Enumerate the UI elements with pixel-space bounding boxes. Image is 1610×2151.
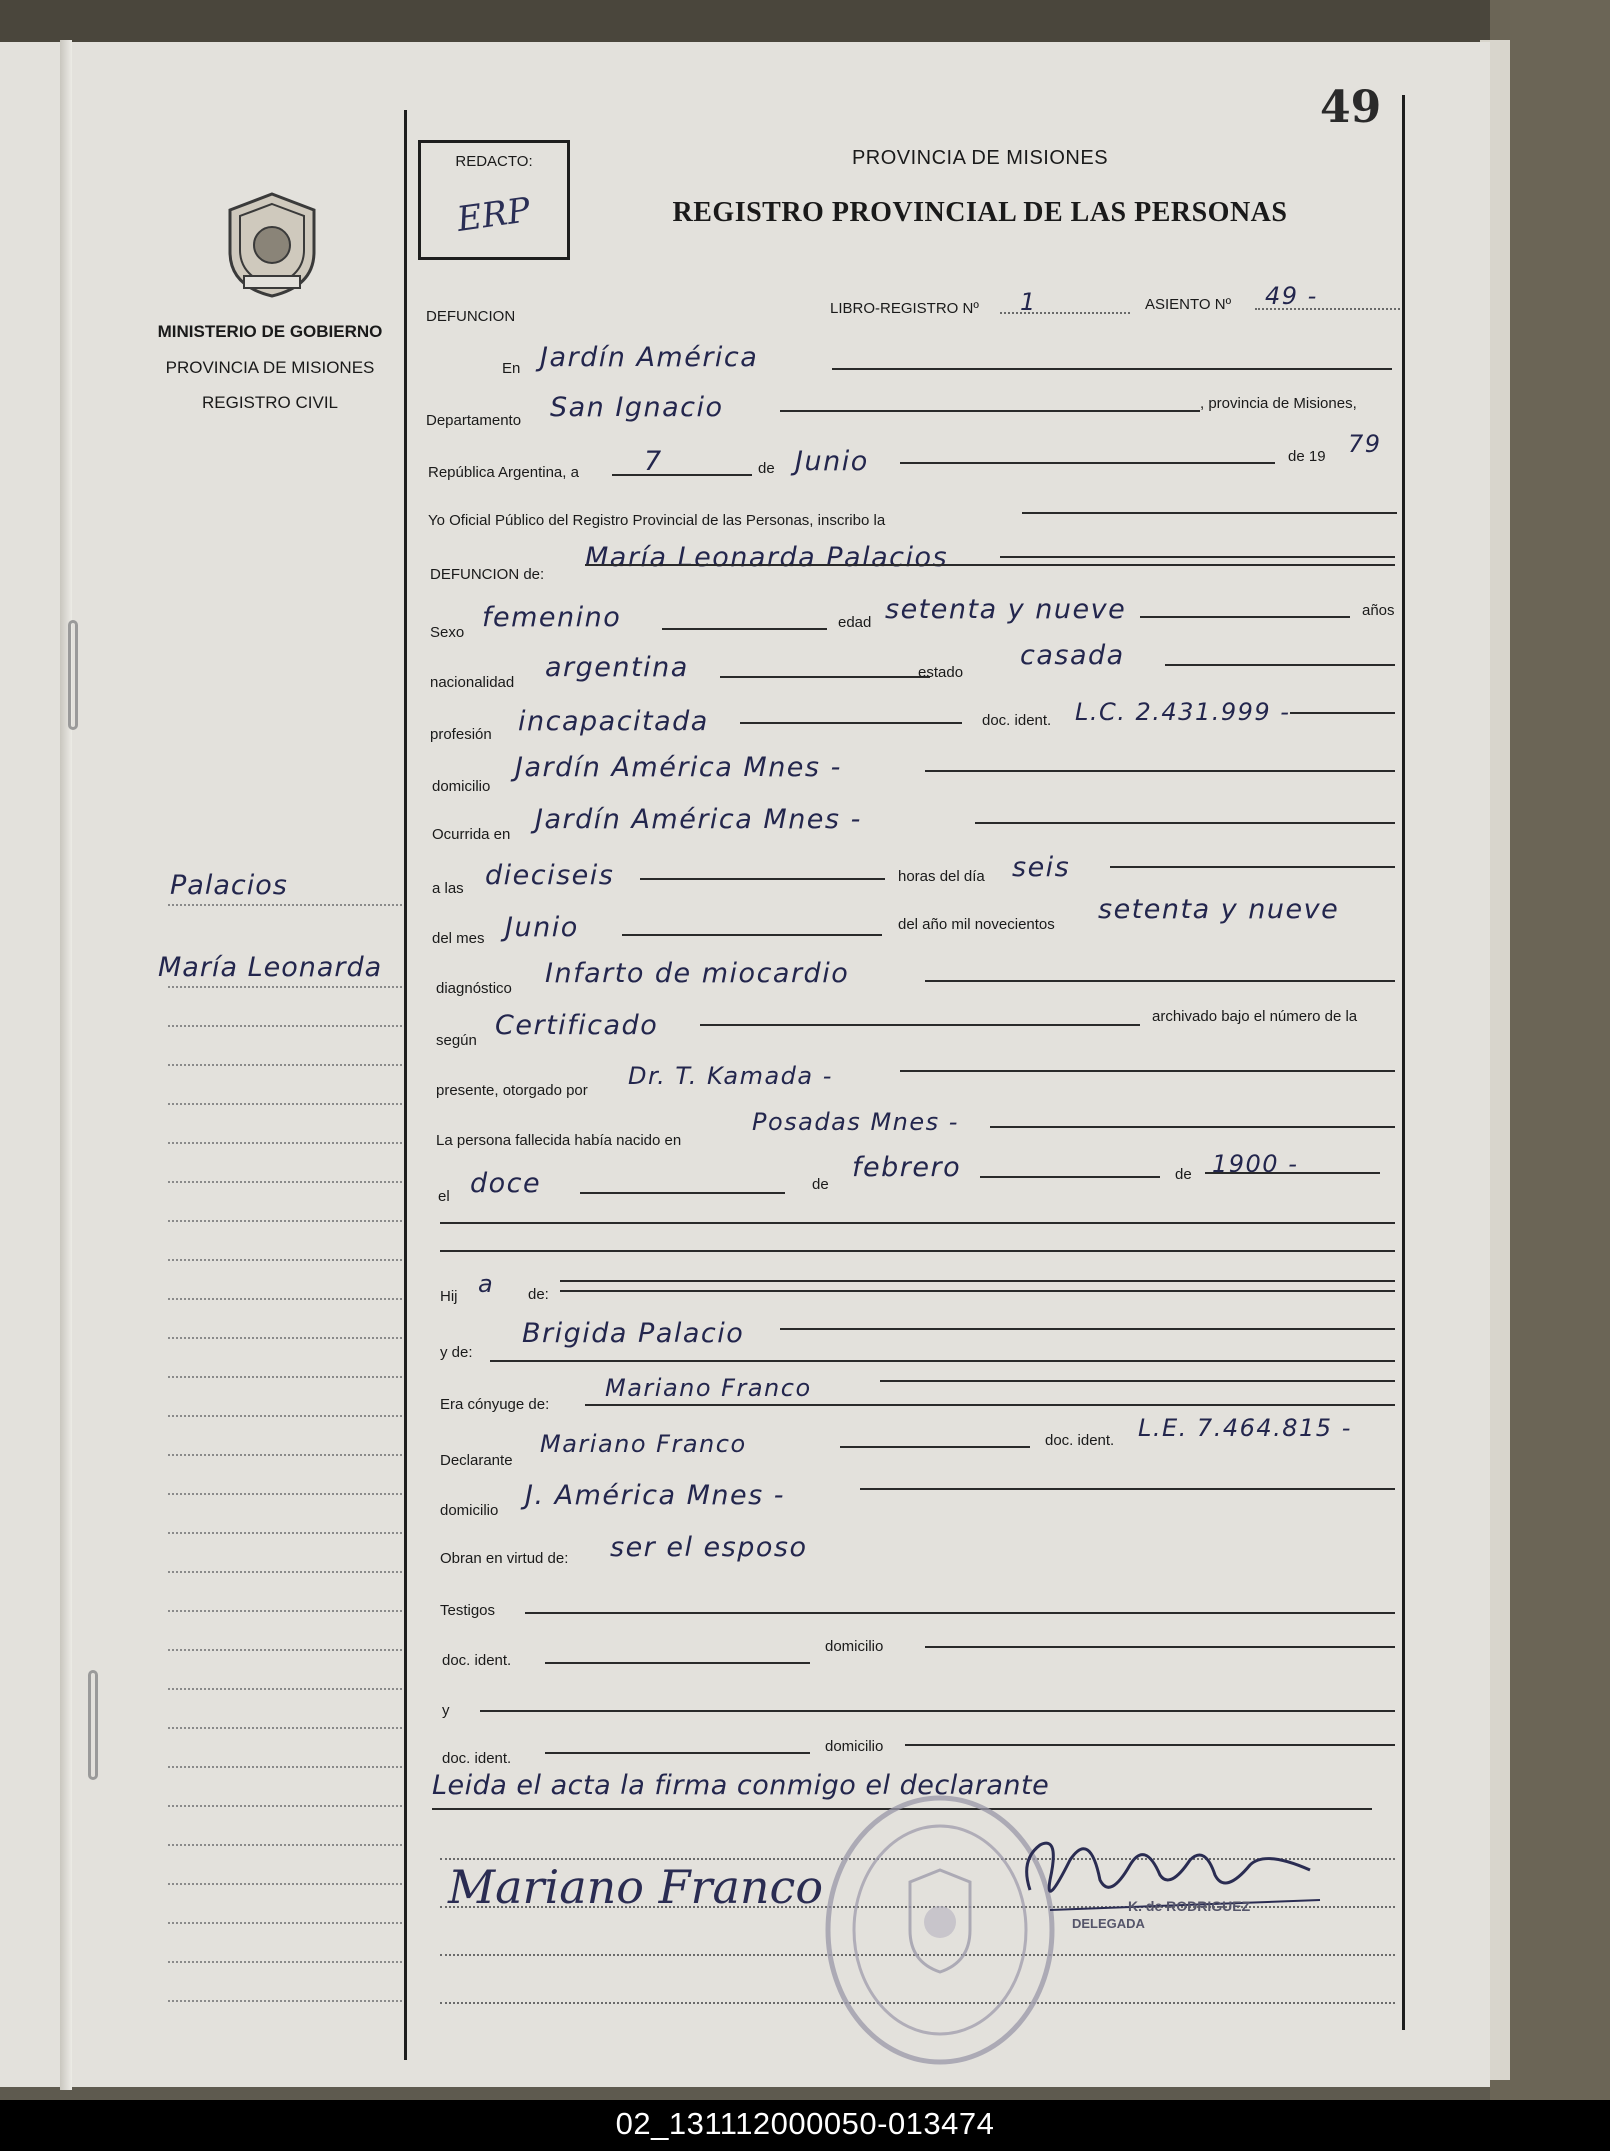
de-label: de bbox=[758, 460, 775, 477]
domicilio2-value: J. América Mnes - bbox=[525, 1480, 785, 1511]
month-value: Junio bbox=[795, 446, 869, 477]
y-label: y bbox=[442, 1702, 450, 1719]
blank-line-1 bbox=[440, 1222, 1395, 1224]
el-value: doce bbox=[470, 1168, 542, 1199]
right-rule bbox=[1402, 95, 1405, 2030]
yde-line bbox=[490, 1360, 1395, 1362]
oficial-text: Yo Oficial Público del Registro Provincial de las Personas, inscribo la bbox=[428, 512, 886, 529]
margin-surname: Palacios bbox=[170, 870, 288, 901]
entry-value: 49 - bbox=[1265, 282, 1318, 310]
alas-label: a las bbox=[432, 880, 464, 897]
declarante-label: Declarante bbox=[440, 1452, 513, 1469]
margin-ministry: MINISTERIO DE GOBIERNO bbox=[157, 322, 383, 341]
mes-nac-line bbox=[980, 1176, 1160, 1178]
ano-value: setenta y nueve bbox=[1098, 894, 1340, 925]
estado-value: casada bbox=[1020, 640, 1125, 671]
mes-line bbox=[622, 934, 882, 936]
domicilio2-line bbox=[860, 1488, 1395, 1490]
margin-given-names: María Leonarda bbox=[158, 952, 383, 983]
yde-value: Brigida Palacio bbox=[522, 1318, 745, 1349]
nacido-label: La persona fallecida había nacido en bbox=[436, 1132, 682, 1149]
edad-label: edad bbox=[838, 614, 872, 631]
defuncion-line-1 bbox=[585, 564, 1395, 566]
alas-line bbox=[640, 878, 885, 880]
book-value: 1 bbox=[1020, 288, 1037, 316]
staple-bottom bbox=[88, 1670, 98, 1780]
coat-of-arms-seal bbox=[222, 190, 322, 300]
dom4-label: domicilio bbox=[825, 1738, 884, 1755]
testigos-line bbox=[525, 1612, 1395, 1614]
diagnostico-label: diagnóstico bbox=[436, 980, 512, 997]
blank-line-2 bbox=[440, 1250, 1395, 1252]
day-line bbox=[612, 474, 752, 476]
ocurrida-label: Ocurrida en bbox=[432, 826, 511, 843]
departamento-line bbox=[780, 410, 1200, 412]
hij-label: Hij bbox=[440, 1288, 458, 1305]
edad-line bbox=[1140, 616, 1350, 618]
image-caption-bar bbox=[0, 2100, 1610, 2151]
en-value: Jardín América bbox=[540, 342, 759, 373]
book-label: LIBRO-REGISTRO Nº bbox=[830, 300, 979, 317]
doc2-value: L.E. 7.464.815 - bbox=[1138, 1414, 1352, 1442]
segun-label: según bbox=[436, 1032, 477, 1049]
redacto-box bbox=[418, 140, 570, 260]
entry-line bbox=[1255, 308, 1400, 310]
en-label: En bbox=[502, 360, 521, 377]
nacionalidad-line bbox=[720, 676, 930, 678]
declarante-line bbox=[840, 1446, 1030, 1448]
obran-label: Obran en virtud de: bbox=[440, 1550, 569, 1567]
delano-label: del año mil novecientos bbox=[898, 916, 1055, 933]
nacionalidad-value: argentina bbox=[545, 652, 689, 683]
page-number: 49 bbox=[1320, 82, 1382, 133]
domicilio-value: Jardín América Mnes - bbox=[515, 752, 842, 783]
doc4-label: doc. ident. bbox=[442, 1750, 512, 1767]
en-line bbox=[832, 368, 1392, 370]
presente-label: presente, otorgado por bbox=[436, 1082, 588, 1099]
dia-value: seis bbox=[1012, 852, 1071, 883]
dom4-line bbox=[905, 1744, 1395, 1746]
estado-label: estado bbox=[918, 664, 964, 681]
leida-statement: Leida el acta la firma conmigo el declarante bbox=[432, 1770, 1050, 1801]
left-rule bbox=[404, 110, 407, 2060]
officer-stamp-line1: K. de RODRIGUEZ bbox=[1128, 1898, 1251, 1914]
nacionalidad-label: nacionalidad bbox=[430, 674, 515, 691]
ano-nac-value: 1900 - bbox=[1212, 1150, 1299, 1178]
mes-nac-value: febrero bbox=[852, 1152, 962, 1183]
edad-value: setenta y nueve bbox=[885, 594, 1127, 625]
de4-label: de: bbox=[528, 1286, 549, 1303]
dia-line bbox=[1110, 866, 1395, 868]
margin-office: REGISTRO CIVIL bbox=[201, 393, 339, 412]
defuncion-line-2 bbox=[1000, 556, 1395, 558]
de2-label: de bbox=[812, 1176, 829, 1193]
domicilio-line bbox=[925, 770, 1395, 772]
delmes-label: del mes bbox=[432, 930, 485, 947]
segun-value: Certificado bbox=[495, 1010, 659, 1041]
doc3-line bbox=[545, 1662, 810, 1664]
domicilio-label: domicilio bbox=[432, 778, 491, 795]
presente-value: Dr. T. Kamada - bbox=[628, 1062, 833, 1090]
doc-label: doc. ident. bbox=[982, 712, 1052, 729]
hij-value: a bbox=[478, 1270, 495, 1298]
conyuge-value: Mariano Franco bbox=[605, 1374, 812, 1402]
anos-label: años bbox=[1362, 602, 1395, 619]
obran-value: ser el esposo bbox=[610, 1532, 808, 1563]
domicilio2-label: domicilio bbox=[440, 1502, 499, 1519]
conyuge-label: Era cónyuge de: bbox=[440, 1396, 550, 1413]
entry-label: ASIENTO Nº bbox=[1145, 296, 1232, 313]
doc2-label: doc. ident. bbox=[1045, 1432, 1115, 1449]
conyuge-line-2 bbox=[880, 1380, 1395, 1382]
profesion-label: profesión bbox=[430, 726, 492, 743]
ocurrida-line bbox=[975, 822, 1395, 824]
redacto-label: REDACTO: bbox=[455, 153, 533, 170]
estado-line bbox=[1165, 664, 1395, 666]
book-line bbox=[1000, 312, 1130, 314]
image-id: 02_131112000050-013474 bbox=[615, 2106, 995, 2141]
el-label: el bbox=[438, 1188, 450, 1205]
ano-nac-line bbox=[1205, 1172, 1380, 1174]
declarante-value: Mariano Franco bbox=[540, 1430, 747, 1458]
el-line bbox=[580, 1192, 785, 1194]
mes-value: Junio bbox=[505, 912, 579, 943]
alas-value: dieciseis bbox=[485, 860, 615, 891]
de3-label: de bbox=[1175, 1166, 1192, 1183]
segun-line bbox=[700, 1024, 1140, 1026]
archivado-label: archivado bajo el número de la bbox=[1152, 1008, 1358, 1025]
year-label: de 19 bbox=[1288, 448, 1326, 465]
nacido-value: Posadas Mnes - bbox=[752, 1108, 959, 1136]
yde-label: y de: bbox=[440, 1344, 473, 1361]
departamento-value: San Ignacio bbox=[550, 392, 724, 423]
republica-label: República Argentina, a bbox=[428, 464, 579, 481]
provincia-suffix: , provincia de Misiones, bbox=[1200, 395, 1357, 412]
hij-line-2 bbox=[560, 1280, 1395, 1282]
testigos-label: Testigos bbox=[440, 1602, 496, 1619]
doc3-label: doc. ident. bbox=[442, 1652, 512, 1669]
diagnostico-value: Infarto de miocardio bbox=[545, 958, 850, 989]
diagnostico-line bbox=[925, 980, 1395, 982]
oficial-line bbox=[1022, 512, 1397, 514]
month-line bbox=[900, 462, 1275, 464]
sexo-label: Sexo bbox=[430, 624, 465, 641]
presente-line bbox=[900, 1070, 1395, 1072]
hij-line bbox=[560, 1290, 1395, 1292]
dom3-label: domicilio bbox=[825, 1638, 884, 1655]
nacido-line bbox=[990, 1126, 1395, 1128]
sexo-line bbox=[662, 628, 827, 630]
day-value: 7 bbox=[644, 446, 663, 477]
margin-province: PROVINCIA DE MISIONES bbox=[165, 358, 375, 377]
act-type-label: DEFUNCION bbox=[426, 308, 516, 325]
header-province: PROVINCIA DE MISIONES bbox=[851, 147, 1109, 169]
officer-stamp-line2: DELEGADA bbox=[1072, 1916, 1145, 1931]
doc-value: L.C. 2.431.999 - bbox=[1075, 698, 1291, 726]
dom3-line bbox=[925, 1646, 1395, 1648]
departamento-label: Departamento bbox=[426, 412, 522, 429]
horas-label: horas del día bbox=[898, 868, 985, 885]
profesion-value: incapacitada bbox=[518, 706, 709, 737]
year-value: 79 bbox=[1348, 430, 1382, 458]
doc4-line bbox=[545, 1752, 810, 1754]
redacto-initials: ERP bbox=[454, 190, 533, 240]
sexo-value: femenino bbox=[482, 602, 622, 633]
defuncion-value: María Leonarda Palacios bbox=[585, 542, 949, 573]
doc-line bbox=[1290, 712, 1395, 714]
header-registry: REGISTRO PROVINCIAL DE LAS PERSONAS bbox=[672, 197, 1288, 228]
staple-top bbox=[68, 620, 78, 730]
y-line bbox=[480, 1710, 1395, 1712]
defuncion-label: DEFUNCION de: bbox=[430, 566, 545, 583]
conyuge-line bbox=[585, 1404, 1395, 1406]
ocurrida-value: Jardín América Mnes - bbox=[535, 804, 862, 835]
profesion-line bbox=[740, 722, 962, 724]
binding-gutter bbox=[60, 40, 72, 2090]
declarant-signature: Mariano Franco bbox=[448, 1860, 824, 1914]
yde-line-2 bbox=[780, 1328, 1395, 1330]
